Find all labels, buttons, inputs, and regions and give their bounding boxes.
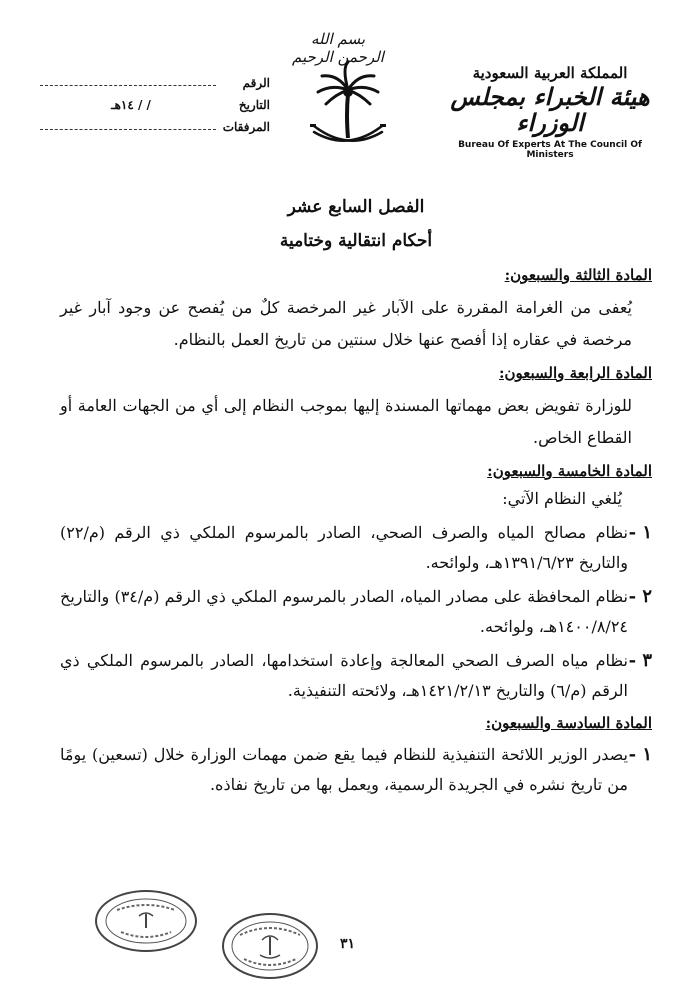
list-item-number: ٢ - [628,586,652,607]
list-item [60,740,652,800]
list-item [60,518,652,578]
attachments-label: المرفقات [222,120,270,134]
page-number: ٣١ [340,936,356,952]
bureau-name-arabic: هيئة الخبراء بمجلس الوزراء [450,82,650,138]
date-value: / / ١٤هـ [111,98,151,112]
attachments-field [40,112,270,134]
attachments-blank-line [40,128,216,130]
list-item-text: يصدر الوزير اللائحة التنفيذية للنظام فيما يقع ضمن مهمات الوزارة خلال (تسعين) يومًا من تاريخ نشره في الجريدة الرسمية، ويعمل بها من تاريخ نفاذه. [60,745,628,794]
article-73-title: المادة الثالثة والسبعون: [504,266,652,284]
official-seal-icon [222,913,318,979]
list-item-text: نظام مياه الصرف الصحي المعالجة وإعادة استخدامها، الصادر بالمرسوم الملكي ذي الرقم (م/٦) والتاريخ ١٤٢١/٢/١٣هـ، ولائحته التنفيذية. [60,651,628,700]
bismillah-calligraphy: بسم الله الرحمن الرحيم [292,30,384,66]
number-blank-line [40,84,216,86]
number-label: الرقم [242,76,270,90]
saudi-emblem-icon [308,60,388,152]
official-stamp-icon [95,890,197,952]
number-field [40,68,270,90]
bureau-name-english: Bureau Of Experts At The Council Of Ministers [458,139,642,160]
organization-header [450,64,650,160]
document-meta-fields [40,68,270,134]
article-74-text: للوزارة تفويض بعض مهماتها المسندة إليها بموجب النظام إلى أي من الجهات العامة أو القطاع الخاص. [60,396,632,447]
article-75-title: المادة الخامسة والسبعون: [487,462,652,480]
list-item-number: ١ - [628,522,652,543]
article-74-title: المادة الرابعة والسبعون: [498,364,652,382]
date-field [40,90,270,112]
list-item-text: نظام المحافظة على مصادر المياه، الصادر بالمرسوم الملكي ذي الرقم (م/٣٤) والتاريخ ١٤٠٠/٨/٢٤هـ، ولوائحه. [60,587,628,636]
list-item-number: ٣ - [628,650,652,671]
list-item [60,646,652,706]
article-75-intro: يُلغي النظام الآتي: [502,489,622,508]
list-item-text: نظام مصالح المياه والصرف الصحي، الصادر بالمرسوم الملكي ذي الرقم (م/٢٢) والتاريخ ١٣٩١/٦/٢٣هـ، ولوائحه. [60,523,628,572]
kingdom-name: المملكة العربية السعودية [472,64,628,82]
document-body [60,190,652,804]
list-item [60,582,652,642]
article-76-title: المادة السادسة والسبعون: [485,714,652,732]
date-label: التاريخ [238,98,270,112]
chapter-subtitle: أحكام انتقالية وختامية [279,231,433,251]
list-item-number: ١ - [628,744,652,765]
article-73-text: يُعفى من الغرامة المقررة على الآبار غير المرخصة كلٌ من يُفصح عن وجود آبار غير مرخصة في عقاره إذا أفصح عنها خلال سنتين من تاريخ العمل بالنظام. [60,298,632,349]
chapter-title: الفصل السابع عشر [287,197,425,217]
